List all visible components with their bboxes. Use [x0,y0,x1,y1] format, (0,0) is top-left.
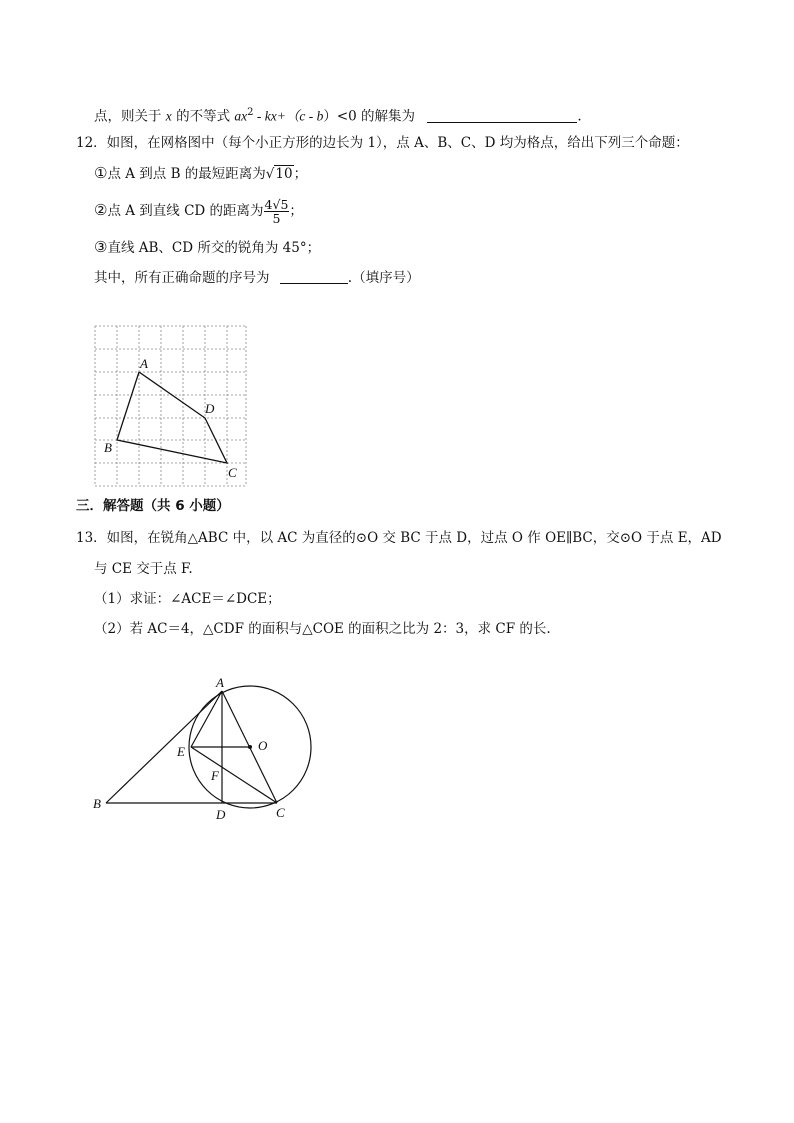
circled-number-2: ② [94,201,108,219]
label-a: A [140,356,148,371]
q11-ax: ax [234,108,248,124]
q12-p1-text: 点 A 到点 B 的最短距离为 [107,166,266,182]
label-d: D [216,807,226,822]
circled-number-3: ③ [94,238,108,256]
q12-p1-end: ； [293,166,308,182]
q12-ask [94,269,420,287]
q13-geometry-figure [88,674,328,824]
label-e: E [177,744,185,759]
q12-ask-text: 其中，所有正确命题的序号为 [94,270,270,286]
q12-proposition-1 [94,164,307,183]
label-o: O [258,738,268,753]
q12-stem: 12．如图，在网格图中（每个小正方形的边长为 1），点 A、B、C、D 均为格点，给出下列三个命题： [76,135,689,151]
q12-p2-fraction [264,198,290,225]
q12-answer-blank[interactable] [280,269,348,284]
q11-answer-blank[interactable] [427,108,577,123]
q12-grid-figure [90,322,255,492]
section-3-heading: 三．解答题（共 6 小题） [76,498,230,514]
label-c: C [228,465,237,480]
fraction-denominator: 5 [272,211,281,226]
q12-proposition-2 [94,193,303,228]
q11-text: 点，则关于 [94,108,162,125]
fraction-numerator: 4√5 [264,197,289,212]
q12-p2-text: 点 A 到直线 CD 的距离为 [107,203,264,219]
label-d: D [205,401,215,416]
sqrt-sign: √ [265,166,275,182]
q11-end: . [577,108,582,125]
q11-tail [94,104,582,126]
q11-c-minus-b: c - b [299,108,324,124]
quadrilateral-abcd [117,372,227,463]
q11-exponent: 2 [247,107,254,118]
q12-p1-radicand: 10 [275,166,293,182]
q11-var-x: x [165,108,172,124]
q11-text: ）<0 的解集为 [323,108,416,125]
center-point-o [248,745,252,749]
q13-part-2: （2）若 AC＝4，△CDF 的面积与△COE 的面积之比为 2：3，求 CF 的长. [94,621,551,637]
q12-ask-end: .（填序号） [347,270,420,286]
label-b: B [93,796,101,811]
q13-stem-line-1: 13．如图，在锐角△ABC 中，以 AC 为直径的⊙O 交 BC 于点 D，过点 O 作 OE∥BC，交⊙O 于点 E，AD [76,530,722,546]
q13-stem-line-2: 与 CE 交于点 F. [94,561,193,577]
q13-part-1: （1）求证：∠ACE＝∠DCE； [94,591,281,607]
q11-text: 的不等式 [176,108,231,125]
q11-kx: - kx+（ [253,108,300,124]
label-a: A [216,675,224,690]
q12-p2-end: ； [289,203,303,219]
label-f: F [211,768,219,783]
label-c: C [276,805,285,820]
q12-proposition-3 [94,238,320,257]
circled-number-1: ① [94,164,108,182]
label-b: B [104,440,112,455]
q12-p3-text: 直线 AB、CD 所交的锐角为 45°； [107,240,321,256]
